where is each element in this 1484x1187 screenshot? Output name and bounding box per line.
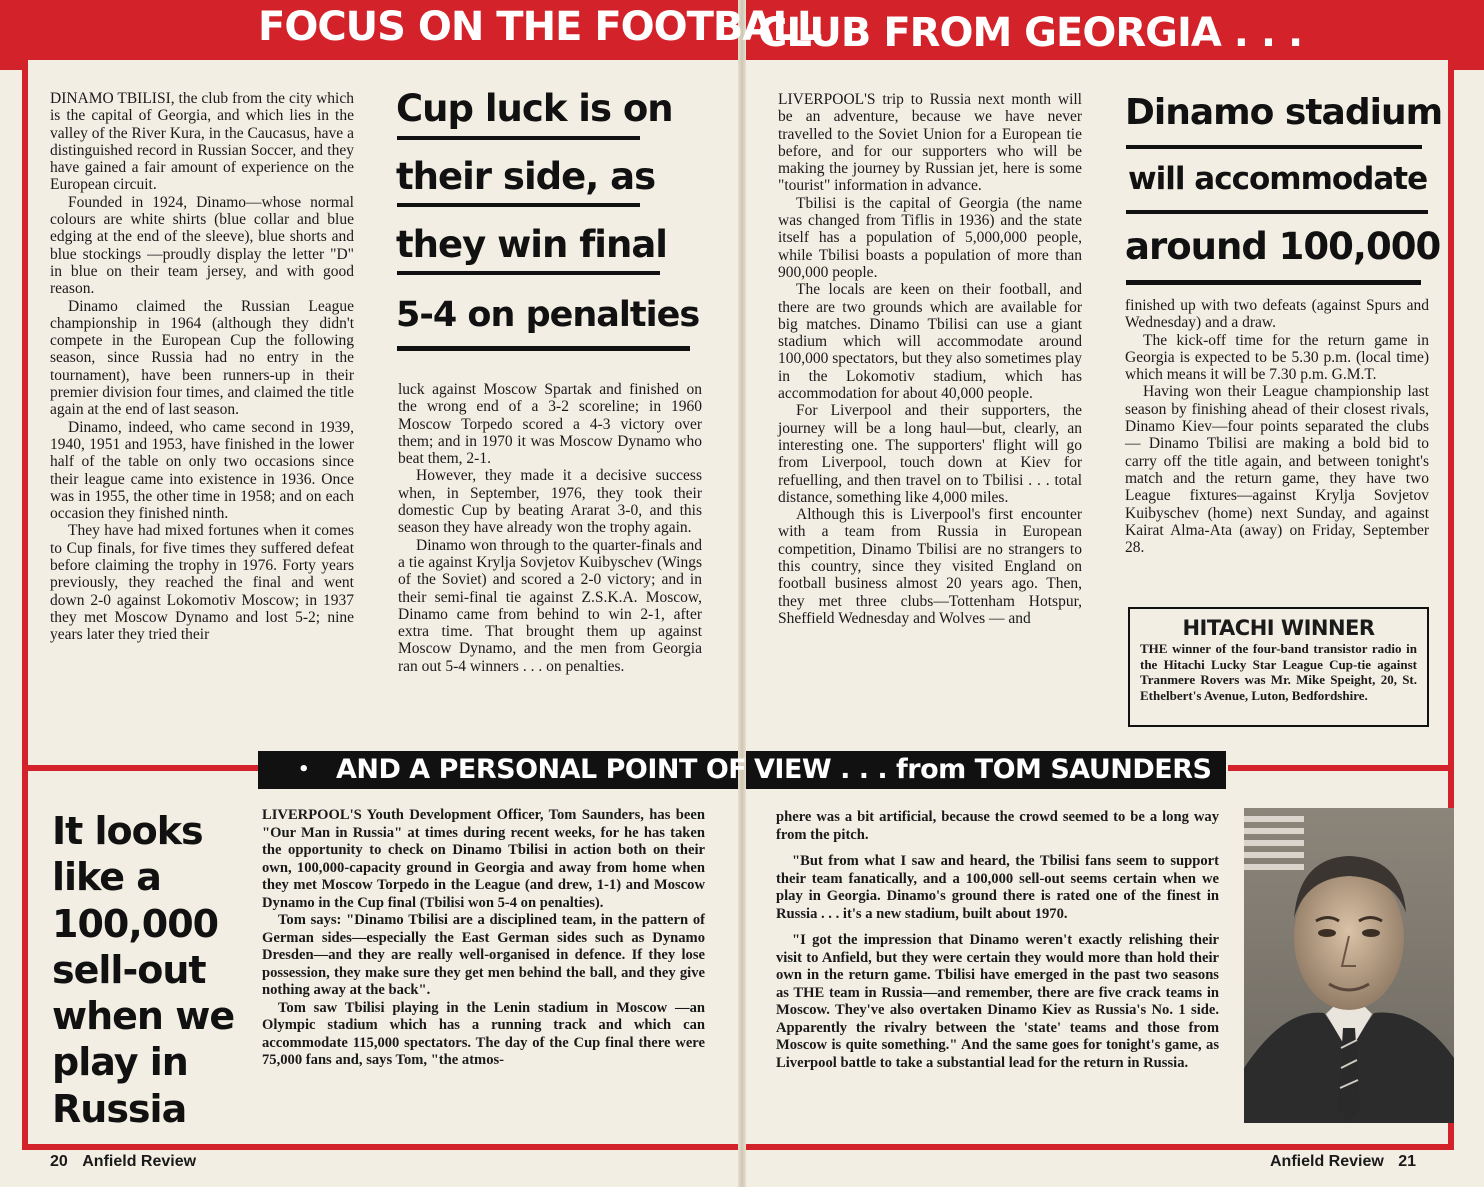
paragraph: Dinamo claimed the Russian League championship in 1964 (although they didn't compete in the European Cup the following season, since Russia had no entry in the tournament), have been runners-up in their premier division four times, and claimed the title again at the end of last season.	[50, 297, 354, 419]
paragraph: Having won their League championship last season by finishing ahead of their closest rivals, Dinamo Kiev—four points separated the clubs — Dinamo Tbilisi are making a bold bid to carry off the title again, and between tonight's match and the return game, they have two League fixtures—against Krylja Sovjetov Kuibyschev (home) next Sunday, and against Kairat Alma-Ata (away) on Friday, September 28.	[1125, 383, 1429, 557]
headline-rule	[397, 346, 690, 351]
headline-line-3: they win final	[396, 223, 667, 266]
paragraph: The kick-off time for the return game in Georgia is expected to be 5.30 p.m. (local time) which means it will be 7.30 p.m. G.M.T.	[1125, 331, 1429, 384]
pull-quote-line: 100,000	[52, 901, 219, 946]
headline-rule	[1126, 145, 1422, 149]
banner-left-text: AND A PERSONAL POINT OF	[336, 754, 747, 785]
footer-left	[50, 1153, 196, 1171]
banner-left	[258, 751, 747, 789]
banner-right	[746, 751, 1226, 789]
paragraph: The locals are keen on their football, and there are two grounds which are available for big matches. Dinamo Tbilisi can use a giant stadium which will accommodate around 100,000 spectators, but they also sometimes play in the Lokomotiv stadium, which has accommodation for about 40,000 people.	[778, 281, 1082, 403]
paragraph: DINAMO TBILISI, the club from the city which is the capital of Georgia, and which lies in the valley of the River Kura, in the Caucasus, have a distinguished record in Russian Soccer, and they have gained a fair amount of experience on the European circuit.	[50, 90, 354, 194]
header-title-left: FOCUS ON THE FOOTBALL	[258, 4, 822, 50]
publication-name: Anfield Review	[1270, 1153, 1384, 1170]
banner-bullet: •	[298, 759, 310, 780]
left-frame-bottom	[22, 1144, 738, 1150]
pull-quote-line: when we	[52, 994, 235, 1039]
right-frame-bottom	[746, 1144, 1454, 1150]
right-top-side	[1448, 60, 1484, 70]
paragraph: LIVERPOOL'S Youth Development Officer, Tom Saunders, has been "Our Man in Russia" at times during recent weeks, for he has taken the opportunity to check on Dinamo Tbilisi in action both on their own, 100,000-capacity ground in Georgia and away from home when they met Moscow Torpedo in the League (and drew, 1-1) and Moscow Dynamo in the Cup final (Tbilisi won 5-4 on penalties).	[262, 807, 705, 911]
headline-rule	[397, 136, 640, 140]
article-column-3	[778, 91, 1082, 627]
stadium-headline-line-1: Dinamo stadium	[1125, 92, 1443, 133]
interview-column-right	[776, 809, 1219, 1072]
headline-rule	[397, 203, 640, 207]
paragraph: Founded in 1924, Dinamo—whose normal colours are white shirts (blue collar and blue edging at the end of the sleeve), blue shorts and blue stockings —proudly display the letter "D" in blue on their team jersey, and with good reason.	[50, 193, 354, 298]
pull-quote-line: It looks	[52, 809, 203, 853]
paragraph: Dinamo, indeed, who came second in 1939, 1940, 1951 and 1953, have finished in the lower half of the table on only two occasions since their league came into existence in 1936. Once was in 1955, the other time in 1958; and on each occasion they finished ninth.	[50, 418, 354, 523]
pull-quote-line: like a	[52, 855, 161, 900]
pull-quote-line: play in	[52, 1040, 188, 1085]
interview-column-left	[262, 807, 705, 1070]
paragraph: luck against Moscow Spartak and finished on the wrong end of a 3-2 scoreline; in 1960 Moscow Torpedo scored a 4-3 victory over them; and in 1970 it was Moscow Dynamo who beat them, 2-1.	[398, 381, 702, 468]
hitachi-winner-box	[1128, 607, 1429, 727]
pull-quote	[52, 808, 234, 1132]
paragraph: LIVERPOOL'S trip to Russia next month will be an adventure, because we have never travelled to the Soviet Union for a European tie before, and for our supporters who will be making the journey by Russian jet, here is some "tourist" information in advance.	[778, 91, 1082, 195]
hitachi-title: HITACHI WINNER	[1182, 616, 1375, 640]
headline-line-1: Cup luck is on	[396, 87, 673, 130]
paragraph: They have had mixed fortunes when it comes to Cup finals, for five times they suffered defeat before claiming the trophy in 1976. Forty years previously, they reached the final and went down 2-0 against Lokomotiv Moscow; in 1937 they met Moscow Dynamo and lost 5-2; nine years later they tried their	[50, 522, 354, 644]
pull-quote-line: Russia	[52, 1086, 187, 1131]
headline-rule	[397, 271, 660, 275]
left-frame-mid	[22, 765, 262, 771]
hitachi-text: THE winner of the four-band transistor radio in the Hitachi Lucky Star League Cup-tie against Tranmere Rovers was Mr. Mike Speight, 20, St. Ethelbert's Avenue, Luton, Bedfordshire.	[1140, 641, 1417, 703]
paragraph: Tom saw Tbilisi playing in the Lenin stadium in Moscow —an Olympic stadium which has a running track and which can accommodate 115,000 spectators. The day of the Cup final there were 75,000 fans and, says Tom, "the atmos-	[262, 999, 705, 1068]
article-column-4	[1125, 297, 1429, 556]
left-frame-left-edge	[22, 60, 28, 1150]
paragraph: phere was a bit artificial, because the crowd seemed to be a long way from the pitch.	[776, 809, 1219, 843]
tom-saunders-photo	[1244, 808, 1454, 1123]
paragraph: Tom says: "Dinamo Tbilisi are a disciplined team, in the pattern of German sides—especially the East German sides such as Dynamo Dresden—and they are really well-organised in defence. If they lose possession, they make sure they get men behind the ball, and they give nothing away at the back".	[262, 912, 705, 998]
article-column-1	[50, 90, 354, 644]
right-frame-mid	[1228, 765, 1454, 771]
headline-line-2: their side, as	[396, 155, 656, 198]
paragraph: Although this is Liverpool's first encounter with a team from Russia in European competition, Dinamo Tbilisi are no strangers to this country, since they visited England on football business almost 20 years ago. Then, they met three clubs—Tottenham Hotspur, Sheffield Wednesday and Wolves — and	[778, 506, 1082, 627]
headline-rule	[1126, 210, 1428, 214]
stadium-headline-line-3: around 100,000	[1125, 225, 1441, 268]
paragraph: finished up with two defeats (against Spurs and Wednesday) and a draw.	[1125, 297, 1429, 332]
paragraph: For Liverpool and their supporters, the journey will be a long haul—but, clearly, an interesting one. The supporters' flight will go from Liverpool, touch down at Kiev for refuelling, and then travel on to Tbilisi . . . total distance, something like 4,000 miles.	[778, 402, 1082, 506]
paragraph: However, they made it a decisive success when, in September, 1976, they took their domestic Cup by beating Ararat 3-0, and this season they have already won the trophy again.	[398, 467, 702, 537]
paragraph: "I got the impression that Dinamo weren't exactly relishing their visit to Anfield, but they were certain they would more than hold their own in the return game. Tbilisi have emerged in the past two seasons as THE team in Russia—and remember, there are five crack teams in Moscow. They've also overtaken Dinamo Kiev as Russia's No. 1 side. Apparently the rivalry between the 'state' teams and those from Moscow is quite something." And the same goes for tonight's game, as Liverpool battle to take a substantial lead for the return in Russia.	[776, 932, 1219, 1071]
publication-name: Anfield Review	[82, 1153, 197, 1170]
paragraph: "But from what I saw and heard, the Tbilisi fans seem to support their team fanatically, and a 100,000 sell-out seems certain when we play in Georgia. Dinamo's ground there is rated one of the finest in Russia . . . it's a new stadium, built about 1970.	[776, 853, 1219, 922]
portrait-illustration	[1244, 808, 1454, 1123]
page-gutter	[738, 0, 746, 1187]
page-number: 20	[50, 1153, 68, 1170]
article-column-2	[398, 381, 702, 675]
paragraph: Dinamo won through to the quarter-finals and a tie against Krylja Sovjetov Kuibyschev (Wings of the Soviet) and scored a 2-0 victory; and in their semi-final tie against Z.S.K.A. Moscow, Dinamo came from behind to win 2-1, after extra time. That brought them up against Moscow Dynamo, and the men from Georgia ran out 5-4 winners . . . on penalties.	[398, 536, 702, 675]
banner-right-text: VIEW . . . from TOM SAUNDERS	[754, 754, 1212, 785]
stadium-headline-line-2: will accommodate	[1128, 161, 1428, 197]
footer-right	[1270, 1153, 1416, 1171]
pull-quote-line: sell-out	[52, 947, 206, 992]
paragraph: Tbilisi is the capital of Georgia (the name was changed from Tiflis in 1936) and the state itself has a population of 5,000,000 people, while Tbilisi boasts a population of more than 900,000 people.	[778, 194, 1082, 281]
headline-rule	[1126, 280, 1421, 285]
page-number: 21	[1398, 1153, 1417, 1170]
headline-line-4: 5-4 on penalties	[396, 295, 700, 335]
header-title-right: CLUB FROM GEORGIA . . .	[758, 10, 1303, 56]
left-top-side	[0, 60, 28, 70]
